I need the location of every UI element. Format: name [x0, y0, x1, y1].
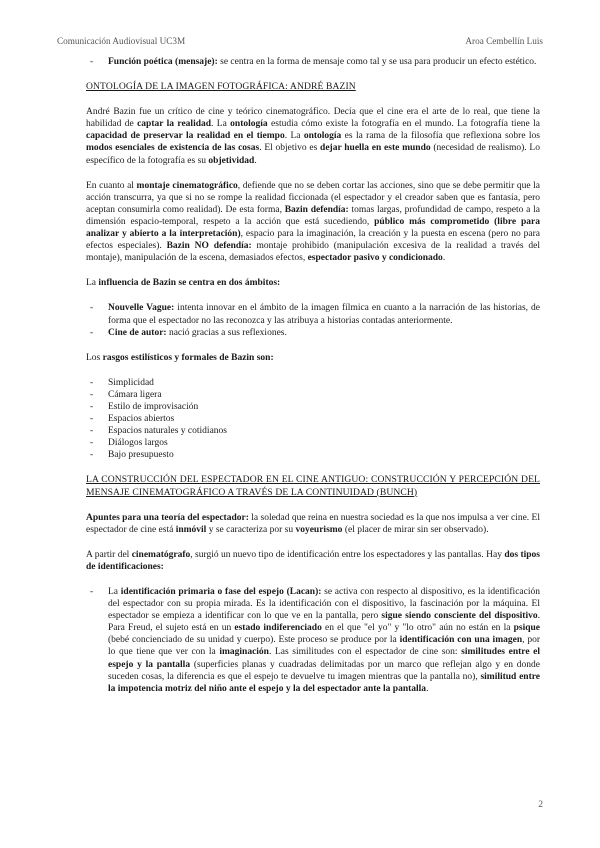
list-item: - Cámara ligera	[86, 389, 540, 401]
bullet-funcion-poetica: - Función poética (mensaje): se centra en la forma de mensaje como tal y se usa para producir un efecto estético.	[86, 56, 540, 68]
section-heading-espectador: LA CONSTRUCCIÓN DEL ESPECTADOR EN EL CINE ANTIGUO: CONSTRUCCIÓN Y PERCEPCIÓN DEL MENSAJE CINEMATOGRÁFICO A TRAVÉS DE LA CONTINUIDAD (BUNCH)	[86, 474, 540, 498]
paragraph-montaje: En cuanto al montaje cinematográfico, defiende que no se deben cortar las acciones, sino que se debe permitir que la acción transcurra, ya que si no se rompe la realidad ficcionada (el espectador y el creador saben que es fantasía, pero aceptan consumirla como realidad). De esta forma, Bazin defendía: tomas largas, profundidad de campo, respeto a la dimensión espacio-temporal, respeto a la acción que está sucediendo, público más comprometido (libre para analizar y abierto a la interpretación), espacio para la imaginación, la creación y la puesta en escena (pero no para efectos especiales). Bazin NO defendía: montaje prohibido (manipulación excesiva de la realidad a través del montaje), manipulación de la escena, demasiados efectos, espectador pasivo y condicionado.	[86, 180, 541, 264]
list-item: - Diálogos largos	[86, 437, 540, 449]
section-heading-bazin: ONTOLOGÍA DE LA IMAGEN FOTOGRÁFICA: ANDRÉ BAZIN	[86, 81, 356, 93]
paragraph-bazin-intro: André Bazin fue un crítico de cine y teórico cinematográfico. Decía que el cine era el arte de lo real, que tiene la habilidad de captar la realidad. La ontología estudia cómo existe la fotografía en el mundo. La fotografía tiene la capacidad de preservar la realidad en el tiempo. La ontología es la rama de la filosofía que reflexiona sobre los modos esenciales de existencia de las cosas. El objetivo es dejar huella en este mundo (necesidad de realismo). Lo específico de la fotografía es su objetividad.	[86, 107, 540, 166]
header-course: Comunicación Audiovisual UC3M	[57, 36, 186, 46]
paragraph-rasgos: Los rasgos estilísticos y formales de Bazin son:	[86, 352, 274, 363]
page-number: 2	[538, 800, 543, 810]
paragraph-influencia: La influencia de Bazin se centra en dos ámbitos:	[86, 278, 281, 289]
traits-list	[86, 377, 540, 462]
paragraph-identificaciones: A partir del cinematógrafo, surgió un nuevo tipo de identificación entre los espectadores y las pantallas. Hay dos tipos de identificaciones:	[86, 549, 541, 572]
list-item: - Estilo de improvisación	[86, 401, 540, 413]
list-item: - Bajo presupuesto	[86, 449, 540, 461]
page-content	[86, 56, 540, 695]
bullet-nouvelle-vague: - Nouvelle Vague: intenta innovar en el ámbito de la imagen fílmica en cuanto a la narración de las historias, de forma que el espectador no las reconozca y las atribuya a historias contadas anteriormente.	[86, 302, 540, 326]
paragraph-apuntes: Apuntes para una teoría del espectador: la soledad que reina en nuestra sociedad es la que nos impulsa a ver cine. El espectador de cine está inmóvil y se caracteriza por su voyeurismo (el placer de mirar sin ser observado).	[86, 512, 540, 535]
bullet-identificacion-primaria: - La identificación primaria o fase del espejo (Lacan): se activa con respecto al dispositivo, es la identificación del espectador con su propia mirada. Es la identificación con el dispositivo, la fascinación por la máquina. El espectador se empieza a identificar con lo que ve en la pantalla, pero sigue siendo consciente del dispositivo. Para Freud, el sujeto está en un estado indiferenciado en el que "el yo" y "lo otro" aún no están en la psique (bebé concienciado de su unidad y cuerpo). Este proceso se produce por la identificación con una imagen, por lo que tiene que ver con la imaginación. Las similitudes con el espectador de cine son: similitudes entre el espejo y la pantalla (superficies planas y cuadradas delimitadas por un marco que reflejan algo y en donde suceden cosas, la diferencia es que el espejo te devuelve tu imagen mientras que la pantalla no), similitud entre la impotencia motriz del niño ante el espejo y la del espectador ante la pantalla.	[86, 586, 540, 695]
list-item: - Espacios naturales y cotidianos	[86, 425, 540, 437]
list-item: - Simplicidad	[86, 377, 540, 389]
list-item: - Espacios abiertos	[86, 413, 540, 425]
bullet-cine-autor: - Cine de autor: nació gracias a sus reflexiones.	[86, 327, 540, 339]
header-author: Aroa Cembellín Luis	[465, 36, 543, 46]
